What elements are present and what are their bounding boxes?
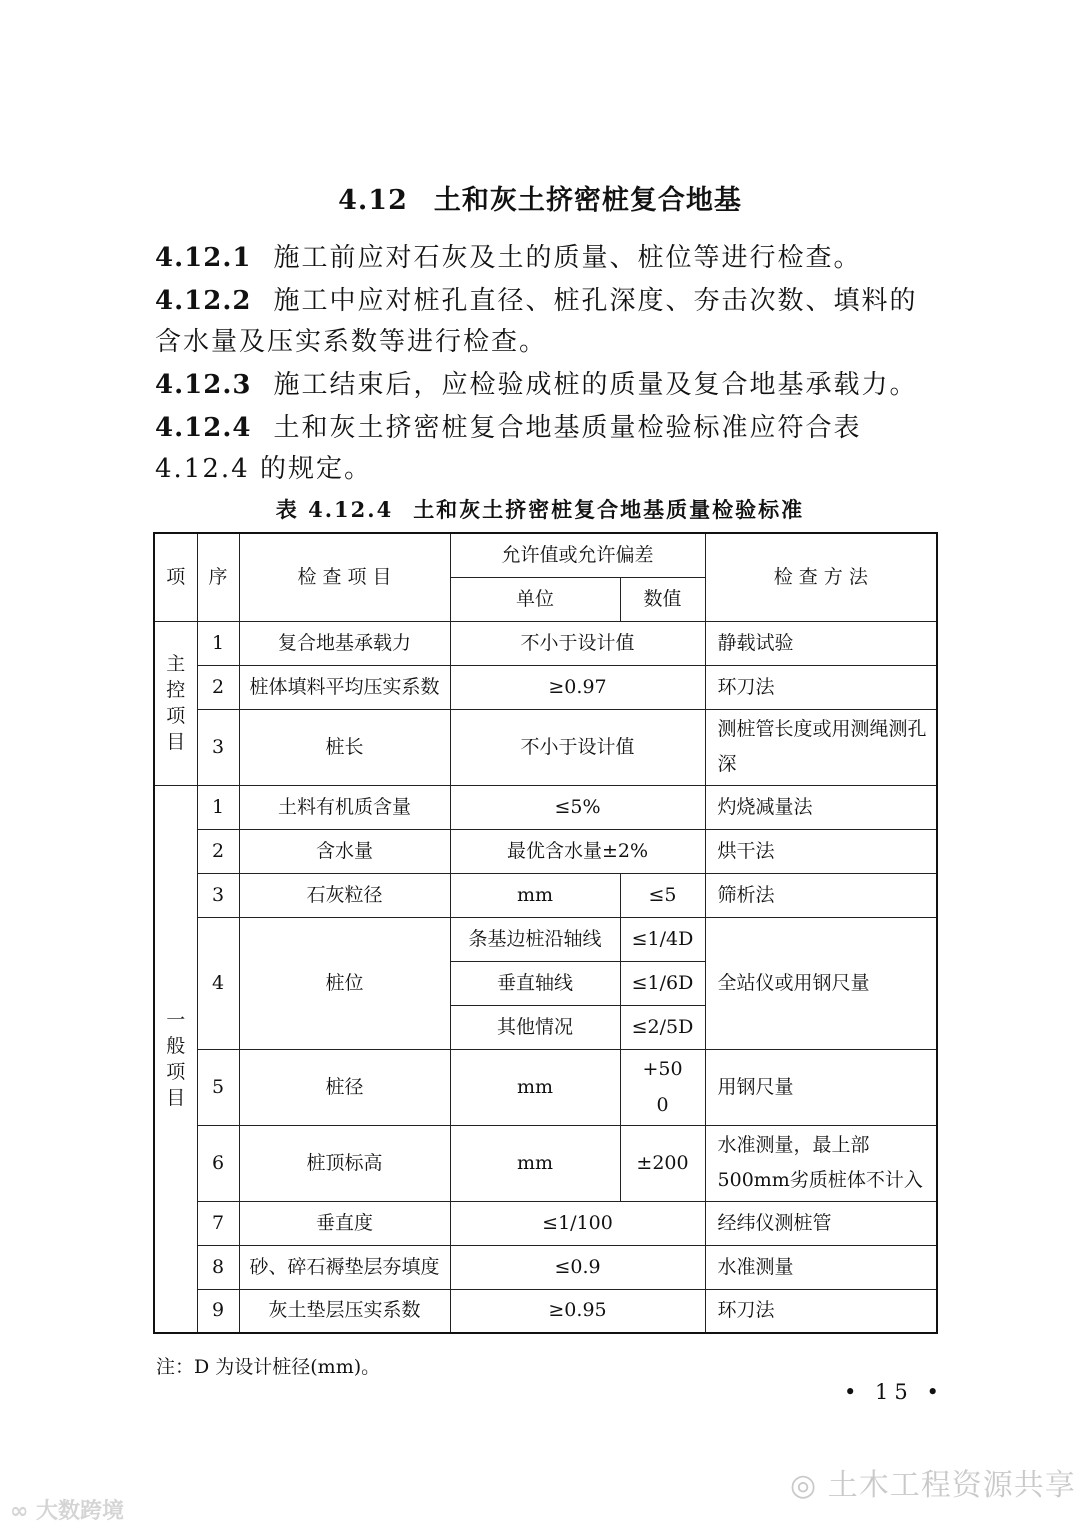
value-lower: 0 — [656, 1094, 669, 1116]
table-row — [154, 917, 937, 961]
cell-item: 石灰粒径 — [239, 873, 450, 917]
cell-method: 水准测量，最上部500mm劣质桩体不计入 — [705, 1125, 937, 1201]
header-category: 项 — [154, 533, 197, 621]
cell-seq: 2 — [197, 665, 239, 709]
cell-unit: mm — [450, 1049, 620, 1125]
cell-method: 环刀法 — [705, 665, 937, 709]
clause-4-12-1 — [155, 238, 945, 279]
clause-4-12-2 — [155, 281, 945, 363]
cell-item: 砂、碎石褥垫层夯填度 — [239, 1245, 450, 1289]
table-row — [154, 829, 937, 873]
cell-item: 含水量 — [239, 829, 450, 873]
header-value: 数值 — [620, 577, 705, 621]
watermark-text: 大数跨境 — [36, 1499, 125, 1524]
table-row — [154, 1289, 937, 1333]
clause-4-12-4 — [155, 408, 945, 490]
clause-number: 4.12.3 — [155, 370, 252, 400]
cell-seq: 7 — [197, 1201, 239, 1245]
table-row — [154, 1049, 937, 1125]
cell-method: 筛析法 — [705, 873, 937, 917]
cell-unit: 其他情况 — [450, 1005, 620, 1049]
watermark-wechat — [790, 1460, 1076, 1504]
cell-method: 烘干法 — [705, 829, 937, 873]
table-row — [154, 665, 937, 709]
cell-seq: 1 — [197, 621, 239, 665]
cell-method: 测桩管长度或用测绳测孔深 — [705, 709, 937, 785]
cell-unit: 垂直轴线 — [450, 961, 620, 1005]
table-row — [154, 1125, 937, 1201]
cell-allowance: 最优含水量±2% — [450, 829, 705, 873]
watermark-logo — [10, 1494, 124, 1525]
cell-seq: 3 — [197, 709, 239, 785]
cell-seq: 4 — [197, 917, 239, 1049]
cell-method: 灼烧减量法 — [705, 785, 937, 829]
header-method: 检 查 方 法 — [705, 533, 937, 621]
cell-allowance: 不小于设计值 — [450, 621, 705, 665]
cell-seq: 9 — [197, 1289, 239, 1333]
header-seq: 序 — [197, 533, 239, 621]
section-title — [0, 178, 1080, 217]
table-header-row — [154, 533, 937, 577]
cell-item: 桩顶标高 — [239, 1125, 450, 1201]
cell-value: ±200 — [620, 1125, 705, 1201]
cell-seq: 6 — [197, 1125, 239, 1201]
cell-item: 桩长 — [239, 709, 450, 785]
logo-icon: ∞ — [10, 1499, 36, 1524]
cell-method: 环刀法 — [705, 1289, 937, 1333]
section-number: 4.12 — [338, 185, 408, 216]
cell-item: 桩体填料平均压实系数 — [239, 665, 450, 709]
table-row — [154, 621, 937, 665]
cell-allowance: ≥0.97 — [450, 665, 705, 709]
table-row — [154, 785, 937, 829]
header-item: 检 查 项 目 — [239, 533, 450, 621]
clause-number: 4.12.1 — [155, 243, 252, 273]
wechat-icon: ◎ — [790, 1468, 828, 1503]
cell-seq: 2 — [197, 829, 239, 873]
cell-method: 静载试验 — [705, 621, 937, 665]
table-title — [0, 494, 1080, 524]
cell-method: 经纬仪测桩管 — [705, 1201, 937, 1245]
cell-unit: mm — [450, 1125, 620, 1201]
cell-allowance: ≤1/100 — [450, 1201, 705, 1245]
cell-allowance: ≥0.95 — [450, 1289, 705, 1333]
cell-item: 桩径 — [239, 1049, 450, 1125]
table-row — [154, 709, 937, 785]
clause-text: 施工结束后，应检验成桩的质量及复合地基承载力。 — [273, 370, 918, 400]
cell-item: 灰土垫层压实系数 — [239, 1289, 450, 1333]
cell-item: 垂直度 — [239, 1201, 450, 1245]
quality-standard-table — [153, 532, 938, 1334]
cell-method: 用钢尺量 — [705, 1049, 937, 1125]
table-row — [154, 873, 937, 917]
header-unit: 单位 — [450, 577, 620, 621]
section-heading: 土和灰土挤密桩复合地基 — [433, 185, 742, 216]
cell-unit: 条基边桩沿轴线 — [450, 917, 620, 961]
clause-text: 施工中应对桩孔直径、桩孔深度、夯击次数、填料的含水量及压实系数等进行检查。 — [155, 286, 918, 357]
clause-text: 施工前应对石灰及土的质量、桩位等进行检查。 — [273, 243, 862, 273]
group-general: 一 般 项 目 — [154, 785, 197, 1333]
cell-seq: 1 — [197, 785, 239, 829]
cell-value: ≤1/4D — [620, 917, 705, 961]
cell-unit: mm — [450, 873, 620, 917]
cell-value: ≤5 — [620, 873, 705, 917]
cell-item: 土料有机质含量 — [239, 785, 450, 829]
page-number: • 15 • — [844, 1380, 945, 1404]
clause-text: 土和灰土挤密桩复合地基质量检验标准应符合表 4.12.4 的规定。 — [155, 413, 862, 484]
cell-value: ≤1/6D — [620, 961, 705, 1005]
cell-method: 全站仪或用钢尺量 — [705, 917, 937, 1049]
clause-number: 4.12.4 — [155, 413, 252, 443]
cell-allowance: ≤0.9 — [450, 1245, 705, 1289]
cell-value — [620, 1049, 705, 1125]
clause-number: 4.12.2 — [155, 286, 252, 316]
table-row — [154, 1201, 937, 1245]
value-upper: +50 — [642, 1058, 683, 1080]
cell-seq: 8 — [197, 1245, 239, 1289]
cell-seq: 3 — [197, 873, 239, 917]
table-caption: 土和灰土挤密桩复合地基质量检验标准 — [413, 497, 805, 522]
cell-seq: 5 — [197, 1049, 239, 1125]
cell-item: 桩位 — [239, 917, 450, 1049]
header-allowance: 允许值或允许偏差 — [450, 533, 705, 577]
cell-allowance: 不小于设计值 — [450, 709, 705, 785]
cell-allowance: ≤5% — [450, 785, 705, 829]
group-main-control: 主 控 项 目 — [154, 621, 197, 785]
table-number: 表 4.12.4 — [275, 497, 394, 522]
watermark-text: 土木工程资源共享 — [827, 1468, 1076, 1503]
cell-value: ≤2/5D — [620, 1005, 705, 1049]
table-note: 注：D 为设计桩径(mm)。 — [156, 1356, 381, 1378]
clause-4-12-3 — [155, 365, 945, 406]
table-row — [154, 1245, 937, 1289]
cell-item: 复合地基承载力 — [239, 621, 450, 665]
cell-method: 水准测量 — [705, 1245, 937, 1289]
